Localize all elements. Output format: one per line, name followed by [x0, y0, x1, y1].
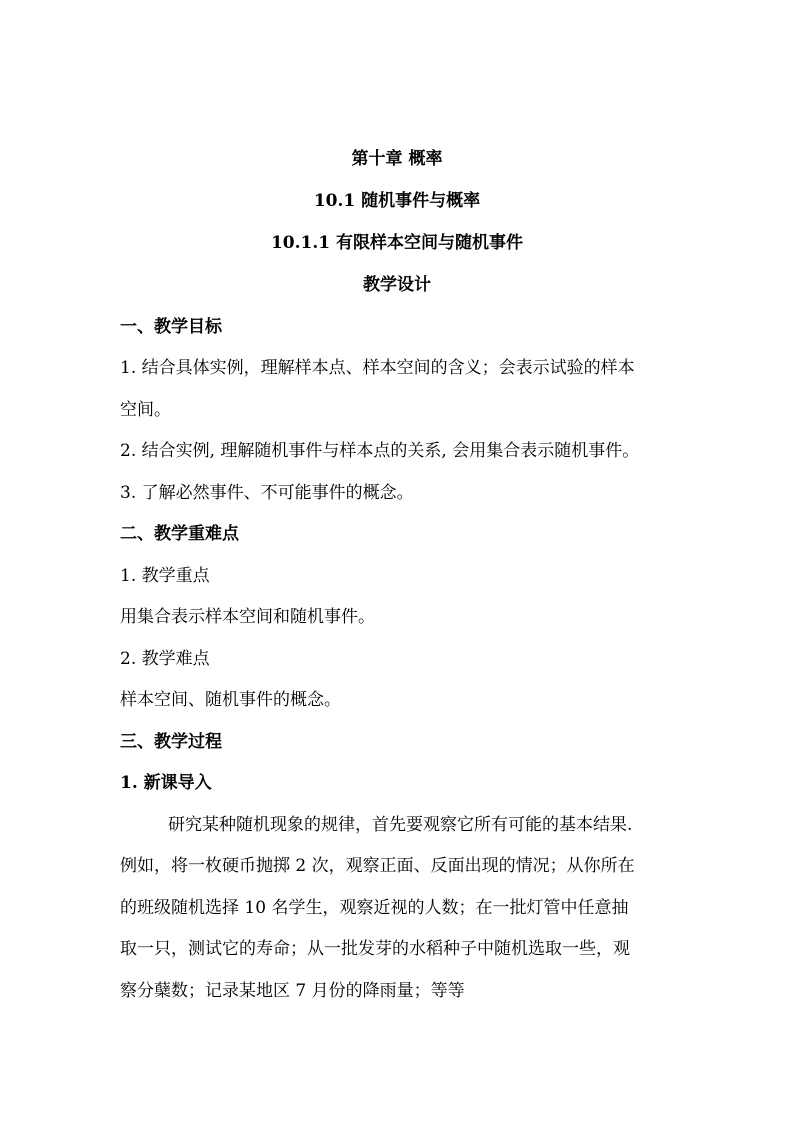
objective-item-1-line-1: 1. 结合具体实例，理解样本点、样本空间的含义；会表示试验的样本: [120, 358, 635, 378]
teaching-difficulty-label: 2. 教学难点: [120, 649, 210, 669]
intro-paragraph-line-4: 取一只，测试它的寿命；从一批发芽的水稻种子中随机选取一些，观: [120, 939, 630, 959]
objective-item-3: 3. 了解必然事件、不可能事件的概念。: [120, 483, 414, 503]
teaching-focus-label: 1. 教学重点: [120, 566, 210, 586]
objective-item-1-line-2: 空间。: [120, 400, 171, 420]
teaching-focus-text: 用集合表示样本空间和随机事件。: [120, 607, 375, 627]
intro-paragraph-line-2: 例如，将一枚硬币抛掷 2 次，观察正面、反面出现的情况；从你所在: [120, 856, 635, 876]
objective-item-2: 2. 结合实例, 理解随机事件与样本点的关系, 会用集合表示随机事件。: [120, 441, 640, 461]
intro-paragraph-line-3: 的班级随机选择 10 名学生，观察近视的人数；在一批灯管中任意抽: [120, 898, 629, 918]
process-heading: 三、教学过程: [120, 732, 222, 752]
chapter-title: 第十章 概率: [351, 149, 443, 169]
section-title: 10.1 随机事件与概率: [313, 191, 481, 211]
document-type-title: 教学设计: [363, 275, 431, 295]
subsection-title: 10.1.1 有限样本空间与随机事件: [270, 233, 524, 253]
intro-heading: 1. 新课导入: [120, 773, 212, 793]
key-points-heading: 二、教学重难点: [120, 524, 239, 544]
teaching-difficulty-text: 样本空间、随机事件的概念。: [120, 690, 341, 710]
intro-paragraph-line-5: 察分蘖数；记录某地区 7 月份的降雨量；等等: [120, 981, 465, 1001]
intro-paragraph-line-1: 研究某种随机现象的规律，首先要观察它所有可能的基本结果.: [168, 815, 633, 835]
objectives-heading: 一、教学目标: [120, 317, 222, 337]
